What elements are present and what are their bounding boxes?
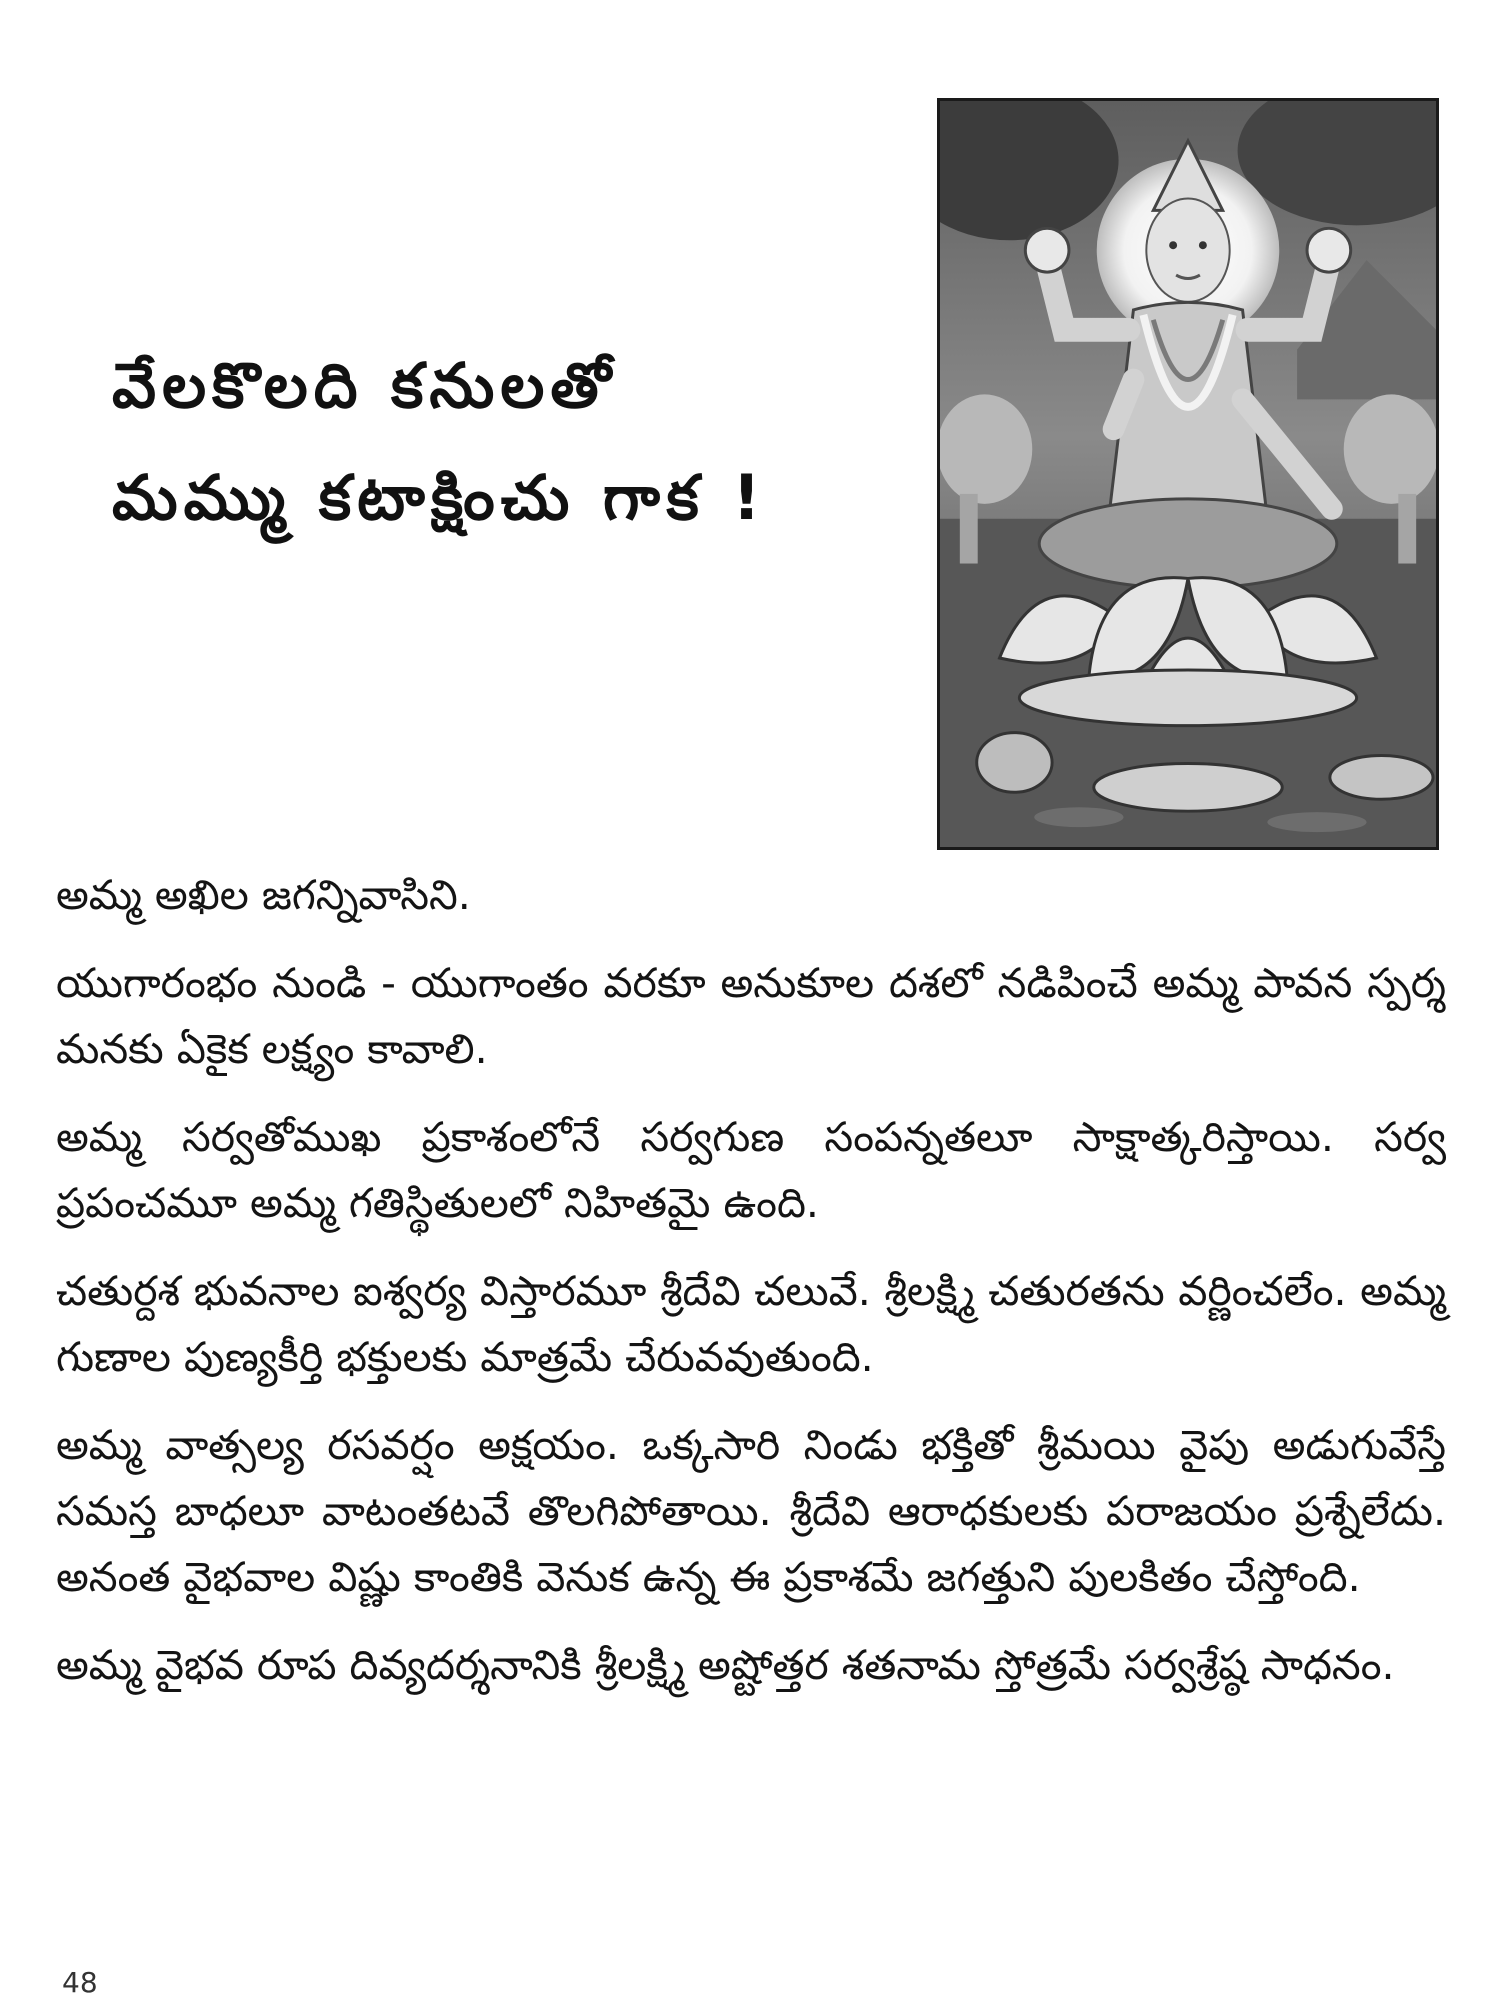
paragraph: అమ్మ సర్వతోముఖ ప్రకాశంలోనే సర్వగుణ సంపన్నతలూ సాక్షాత్కరిస్తాయి. సర్వ ప్రపంచమూ అమ్మ గతిస్థితులలో నిహితమై ఉంది. <box>56 1113 1446 1227</box>
page-heading <box>112 330 832 554</box>
goddess-lakshmi-illustration <box>937 98 1439 850</box>
lakshmi-drawing <box>940 101 1436 847</box>
paragraph: అమ్మ వాత్సల్య రసవర్షం అక్షయం. ఒక్కసారి నిండు భక్తితో శ్రీమయి వైపు అడుగువేస్తే సమస్త బాధలూ వాటంతటవే తొలగిపోతాయి. శ్రీదేవి ఆరాధకులకు పరాజయం ప్రశ్నేలేదు. అనంత వైభవాల విష్ణు కాంతికి వెనుక ఉన్న ఈ ప్రకాశమే జగత్తుని పులకితం చేస్తోంది. <box>56 1421 1446 1601</box>
paragraph: అమ్మ వైభవ రూప దివ్యదర్శనానికి శ్రీలక్ష్మి అష్టోత్తర శతనామ స్తోత్రమే సర్వశ్రేష్ఠ సాధనం. <box>56 1641 1395 1689</box>
heading-line-2: మమ్ము కటాక్షించు గాక ! <box>112 461 767 534</box>
body-text <box>56 862 1446 1720</box>
paragraph: యుగారంభం నుండి - యుగాంతం వరకూ అనుకూల దశలో నడిపించే అమ్మ పావన స్పర్శ మనకు ఏకైక లక్ష్యం కావాలి. <box>56 959 1446 1073</box>
paragraph: అమ్మ అఖిల జగన్నివాసిని. <box>56 871 471 919</box>
paragraph: చతుర్దశ భువనాల ఐశ్వర్య విస్తారమూ శ్రీదేవి చలువే. శ్రీలక్ష్మి చతురతను వర్ణించలేం. అమ్మ గుణాల పుణ్యకీర్తి భక్తులకు మాత్రమే చేరువవుతుంది. <box>56 1267 1446 1381</box>
heading-line-1: వేలకొలది కనులతో <box>112 349 617 422</box>
page-number: 48 <box>62 1966 98 1999</box>
